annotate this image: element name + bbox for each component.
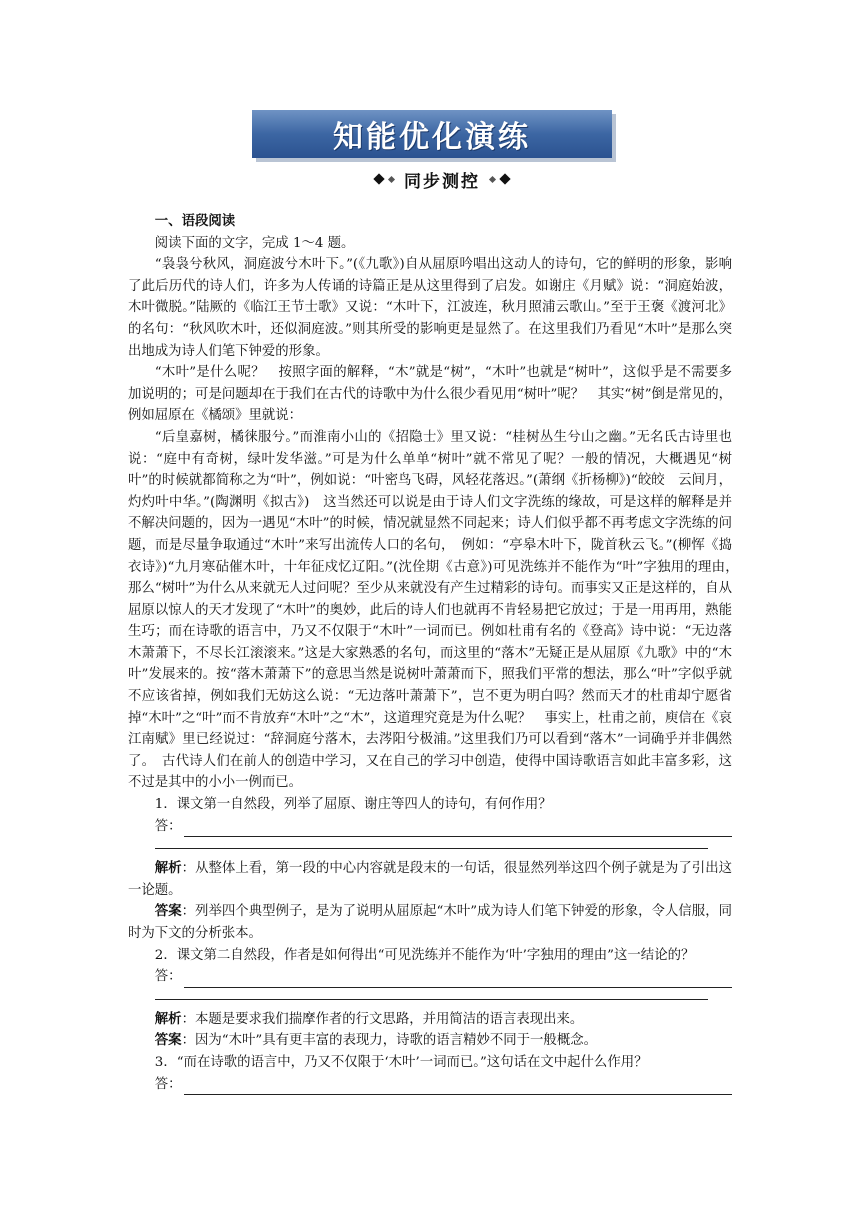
answer-line: [184, 1079, 732, 1095]
analysis-label: 解析: [154, 1011, 182, 1027]
question-prompt: 2．课文第二自然段，作者是如何得出“可见洗练并不能作为‘叶’字独用的理由”这一结论的？: [154, 947, 695, 963]
answer-line: [184, 972, 732, 988]
answer-field[interactable]: [155, 816, 732, 838]
diamond-icon: [499, 173, 510, 184]
answer-key-text: ：列举四个典型例子，是为了说明从屈原起“木叶”成为诗人们笔下钟爱的形象，令人信服，同时为下文的分析张本。: [128, 904, 732, 941]
analysis-label: 解析: [154, 861, 182, 877]
passage-paragraph: “木叶”是什么呢？ 按照字面的解释，“木”就是“树”，“木叶”也就是“树叶”，这似乎是不需要多加说明的；可是问题却在于我们在古代的诗歌中为什么很少看见用“树叶”呢？ 其实“树”倒是常见的，例如屈原在《橘颂》里就说：: [128, 365, 732, 424]
analysis: [128, 858, 732, 901]
answer-line: [155, 837, 708, 849]
question-prompt: 1．课文第一自然段，列举了屈原、谢庄等四人的诗句，有何作用？: [154, 797, 552, 813]
answer-key: [128, 901, 732, 944]
answer-key-text: ：因为“木叶”具有更丰富的表现力，诗歌的语言精妙不同于一般概念。: [181, 1033, 597, 1049]
answer-key-label: 答案: [154, 1033, 182, 1049]
section-title: 一、语段阅读: [154, 214, 236, 229]
answer-field[interactable]: [155, 1074, 732, 1096]
subheading-title: 同步测控: [404, 171, 480, 192]
answer-line: [155, 988, 708, 1000]
passage-paragraph: “后皇嘉树，橘徕服兮。”而淮南小山的《招隐士》里又说：“桂树丛生兮山之幽。”无名氏古诗里也说：“庭中有奇树，绿叶发华滋。”可是为什么单单“树叶”就不常见了呢？一般的情况，大概遇见“树叶”的时候就都简称之为“叶”，例如说：“叶密鸟飞碍，风轻花落迟。”(萧纲《折杨柳》)“皎皎 云间月，灼灼叶中华。”(陶渊明《拟古》) 这当然还可以说是由于诗人们文字洗练的缘故，可是这样的解释是并不解决问题的，因为一遇见“木叶”的时候，情况就显然不同起来；诗人们似乎都不再考虑文字洗练的问题，而是尽量争取通过“木叶”来写出流传人口的名句， 例如：“亭皋木叶下，陇首秋云飞。”(柳恽《捣衣诗》)“九月寒砧催木叶，十年征戍忆辽阳。”(沈佺期《古意》)可见洗练并不能作为“叶”字独用的理由， 那么“树叶”为什么从来就无人过问呢？至少从来就没有产生过精彩的诗句。而事实又正是这样的，自从屈原以惊人的天才发现了“木叶”的奥妙，此后的诗人们也就再不肯轻易把它放过；于是一用再用，熟能生巧；而在诗歌的语言中，乃又不仅限于“木叶”一词而已。例如杜甫有名的《登高》诗中说：“无边落木萧萧下，不尽长江滚滚来。”这是大家熟悉的名句，而这里的“落木”无疑正是从屈原《九歌》中的“木叶”发展来的。按“落木萧萧下”的意思当然是说树叶萧萧而下，照我们平常的想法，那么“叶”字似乎就不应该省掉，例如我们无妨这么说：“无边落叶萧萧下”，岂不更为明白吗？然而天才的杜甫却宁愿省掉“木叶”之“叶”而不肯放弃“木叶”之“木”，这道理究竟是为什么呢？ 事实上，杜甫之前，庾信在《哀江南赋》里已经说过：“辞洞庭兮落木，去涔阳兮极浦。”这里我们乃可以看到“落木”一词确乎并非偶然了。 古代诗人们在前人的创造中学习，又在自己的学习中创造，使得中国诗歌语言如此丰富多彩，这不过是其中的小小一例而已。: [128, 429, 746, 791]
answer-line: [184, 821, 732, 837]
diamond-icon: [489, 175, 496, 182]
diamond-icon: [388, 175, 395, 182]
answer-label: 答：: [154, 818, 182, 834]
banner-title: 知能优化演练: [333, 120, 531, 155]
answer-label: 答：: [154, 969, 182, 985]
analysis-text: ：本题是要求我们揣摩作者的行文思路，并用简洁的语言表现出来。: [181, 1011, 584, 1027]
section-banner: [252, 110, 612, 158]
passage-paragraph: “袅袅兮秋风，洞庭波兮木叶下。”(《九歌》)自从屈原吟唱出这动人的诗句，它的鲜明的形象，影响了此后历代的诗人们，许多为人传诵的诗篇正是从这里得到了启发。如谢庄《月赋》说：“洞庭始波，木叶微脱。”陆厥的《临江王节士歌》又说：“木叶下，江波连，秋月照浦云歌山。”至于王褒《渡河北》的名句：“秋风吹木叶，还似洞庭波。”则其所受的影响更是显然了。在这里我们乃看见“木叶”是那么突出地成为诗人们笔下钟爱的形象。: [128, 257, 732, 359]
answer-key-label: 答案: [154, 904, 182, 920]
diamond-icon: [373, 173, 384, 184]
question-prompt: 3．“而在诗歌的语言中，乃又不仅限于‘木叶’一词而已。”这句话在文中起什么作用？: [154, 1054, 648, 1070]
analysis-text: ：从整体上看，第一段的中心内容就是段末的一句话，很显然列举这四个例子就是为了引出这一论题。: [128, 861, 733, 898]
answer-label: 答：: [154, 1076, 182, 1092]
document-body: [128, 211, 746, 1095]
subheading: [352, 166, 532, 192]
analysis: [128, 1009, 732, 1031]
instruction: 阅读下面的文字，完成 1～4 题。: [154, 235, 355, 251]
answer-key: [128, 1030, 732, 1052]
answer-field[interactable]: [155, 966, 732, 988]
